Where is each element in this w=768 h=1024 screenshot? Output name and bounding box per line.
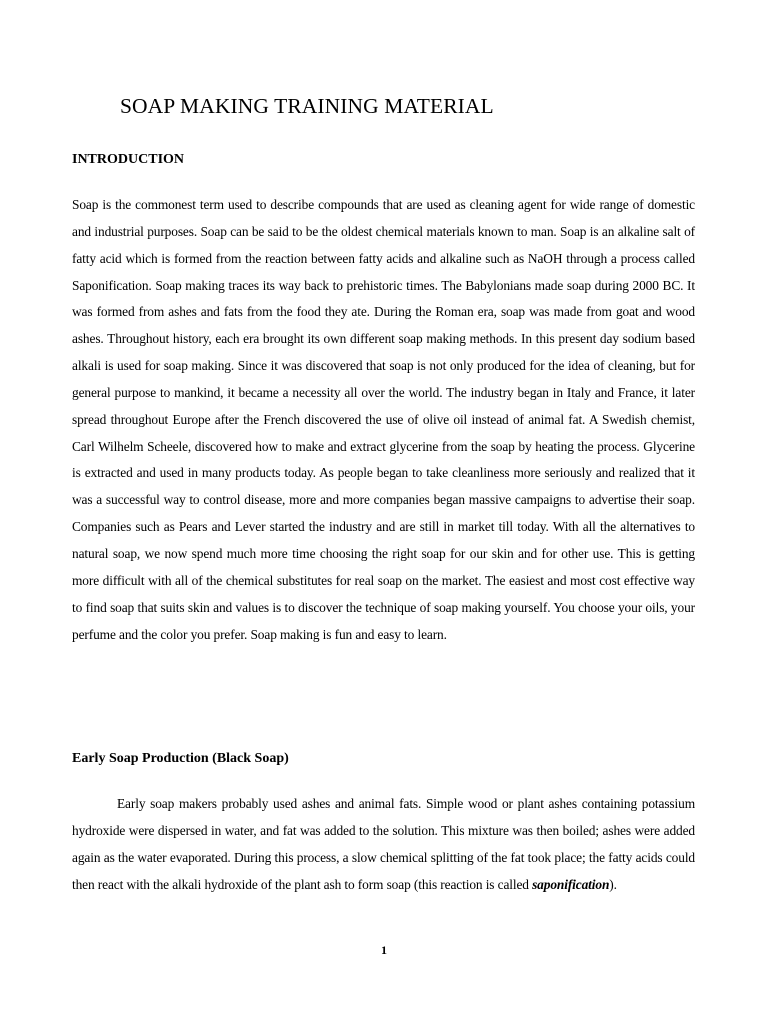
section-heading-early-soap-production: Early Soap Production (Black Soap) xyxy=(72,751,289,766)
document-title: SOAP MAKING TRAINING MATERIAL xyxy=(120,94,494,118)
saponification-emphasis: saponification xyxy=(532,876,610,892)
paragraph-text-after-emphasis: ). xyxy=(609,876,617,892)
section-heading-introduction: INTRODUCTION xyxy=(72,152,185,167)
early-soap-production-paragraph xyxy=(72,791,695,898)
introduction-paragraph: Soap is the commonest term used to describe compounds that are used as cleaning agent for wide range of domestic and industrial purposes. Soap can be said to be the oldest chemical materials known to man. Soap is an alkaline salt of fatty acid which is formed from the reaction between fatty acids and alkaline such as NaOH through a process called Saponification. Soap making traces its way back to prehistoric times. The Babylonians made soap during 2000 BC. It was formed from ashes and fats from the food they ate. During the Roman era, soap was made from goat and wood ashes. Throughout history, each era brought its own different soap making methods. In this present day sodium based alkali is used for soap making. Since it was discovered that soap is not only produced for the idea of cleaning, but for general purpose to mankind, it became a necessity all over the world. The industry began in Italy and France, it later spread throughout Europe after the French discovered the use of olive oil instead of animal fat. A Swedish chemist, Carl Wilhelm Scheele, discovered how to make and extract glycerine from the soap by heating the process. Glycerine is extracted and used in many products today. As people began to take cleanliness more seriously and realized that it was a successful way to control disease, more and more companies began massive campaigns to advertise their soap. Companies such as Pears and Lever started the industry and are still in market till today. With all the alternatives to natural soap, we now spend much more time choosing the right soap for our skin and for other use. This is getting more difficult with all of the chemical substitutes for real soap on the market. The easiest and most cost effective way to find soap that suits skin and values is to discover the technique of soap making yourself. You choose your oils, your perfume and the color you prefer. Soap making is fun and easy to learn. xyxy=(72,197,695,642)
page-number: 1 xyxy=(381,943,387,957)
paragraph-text-before-emphasis: Early soap makers probably used ashes and animal fats. Simple wood or plant ashes containing potassium hydroxide were dispersed in water, and fat was added to the solution. This mixture was then boiled; ashes were added again as the water evaporated. During this process, a slow chemical splitting of the fat took place; the fatty acids could then react with the alkali hydroxide of the plant ash to form soap (this reaction is called xyxy=(72,796,695,892)
